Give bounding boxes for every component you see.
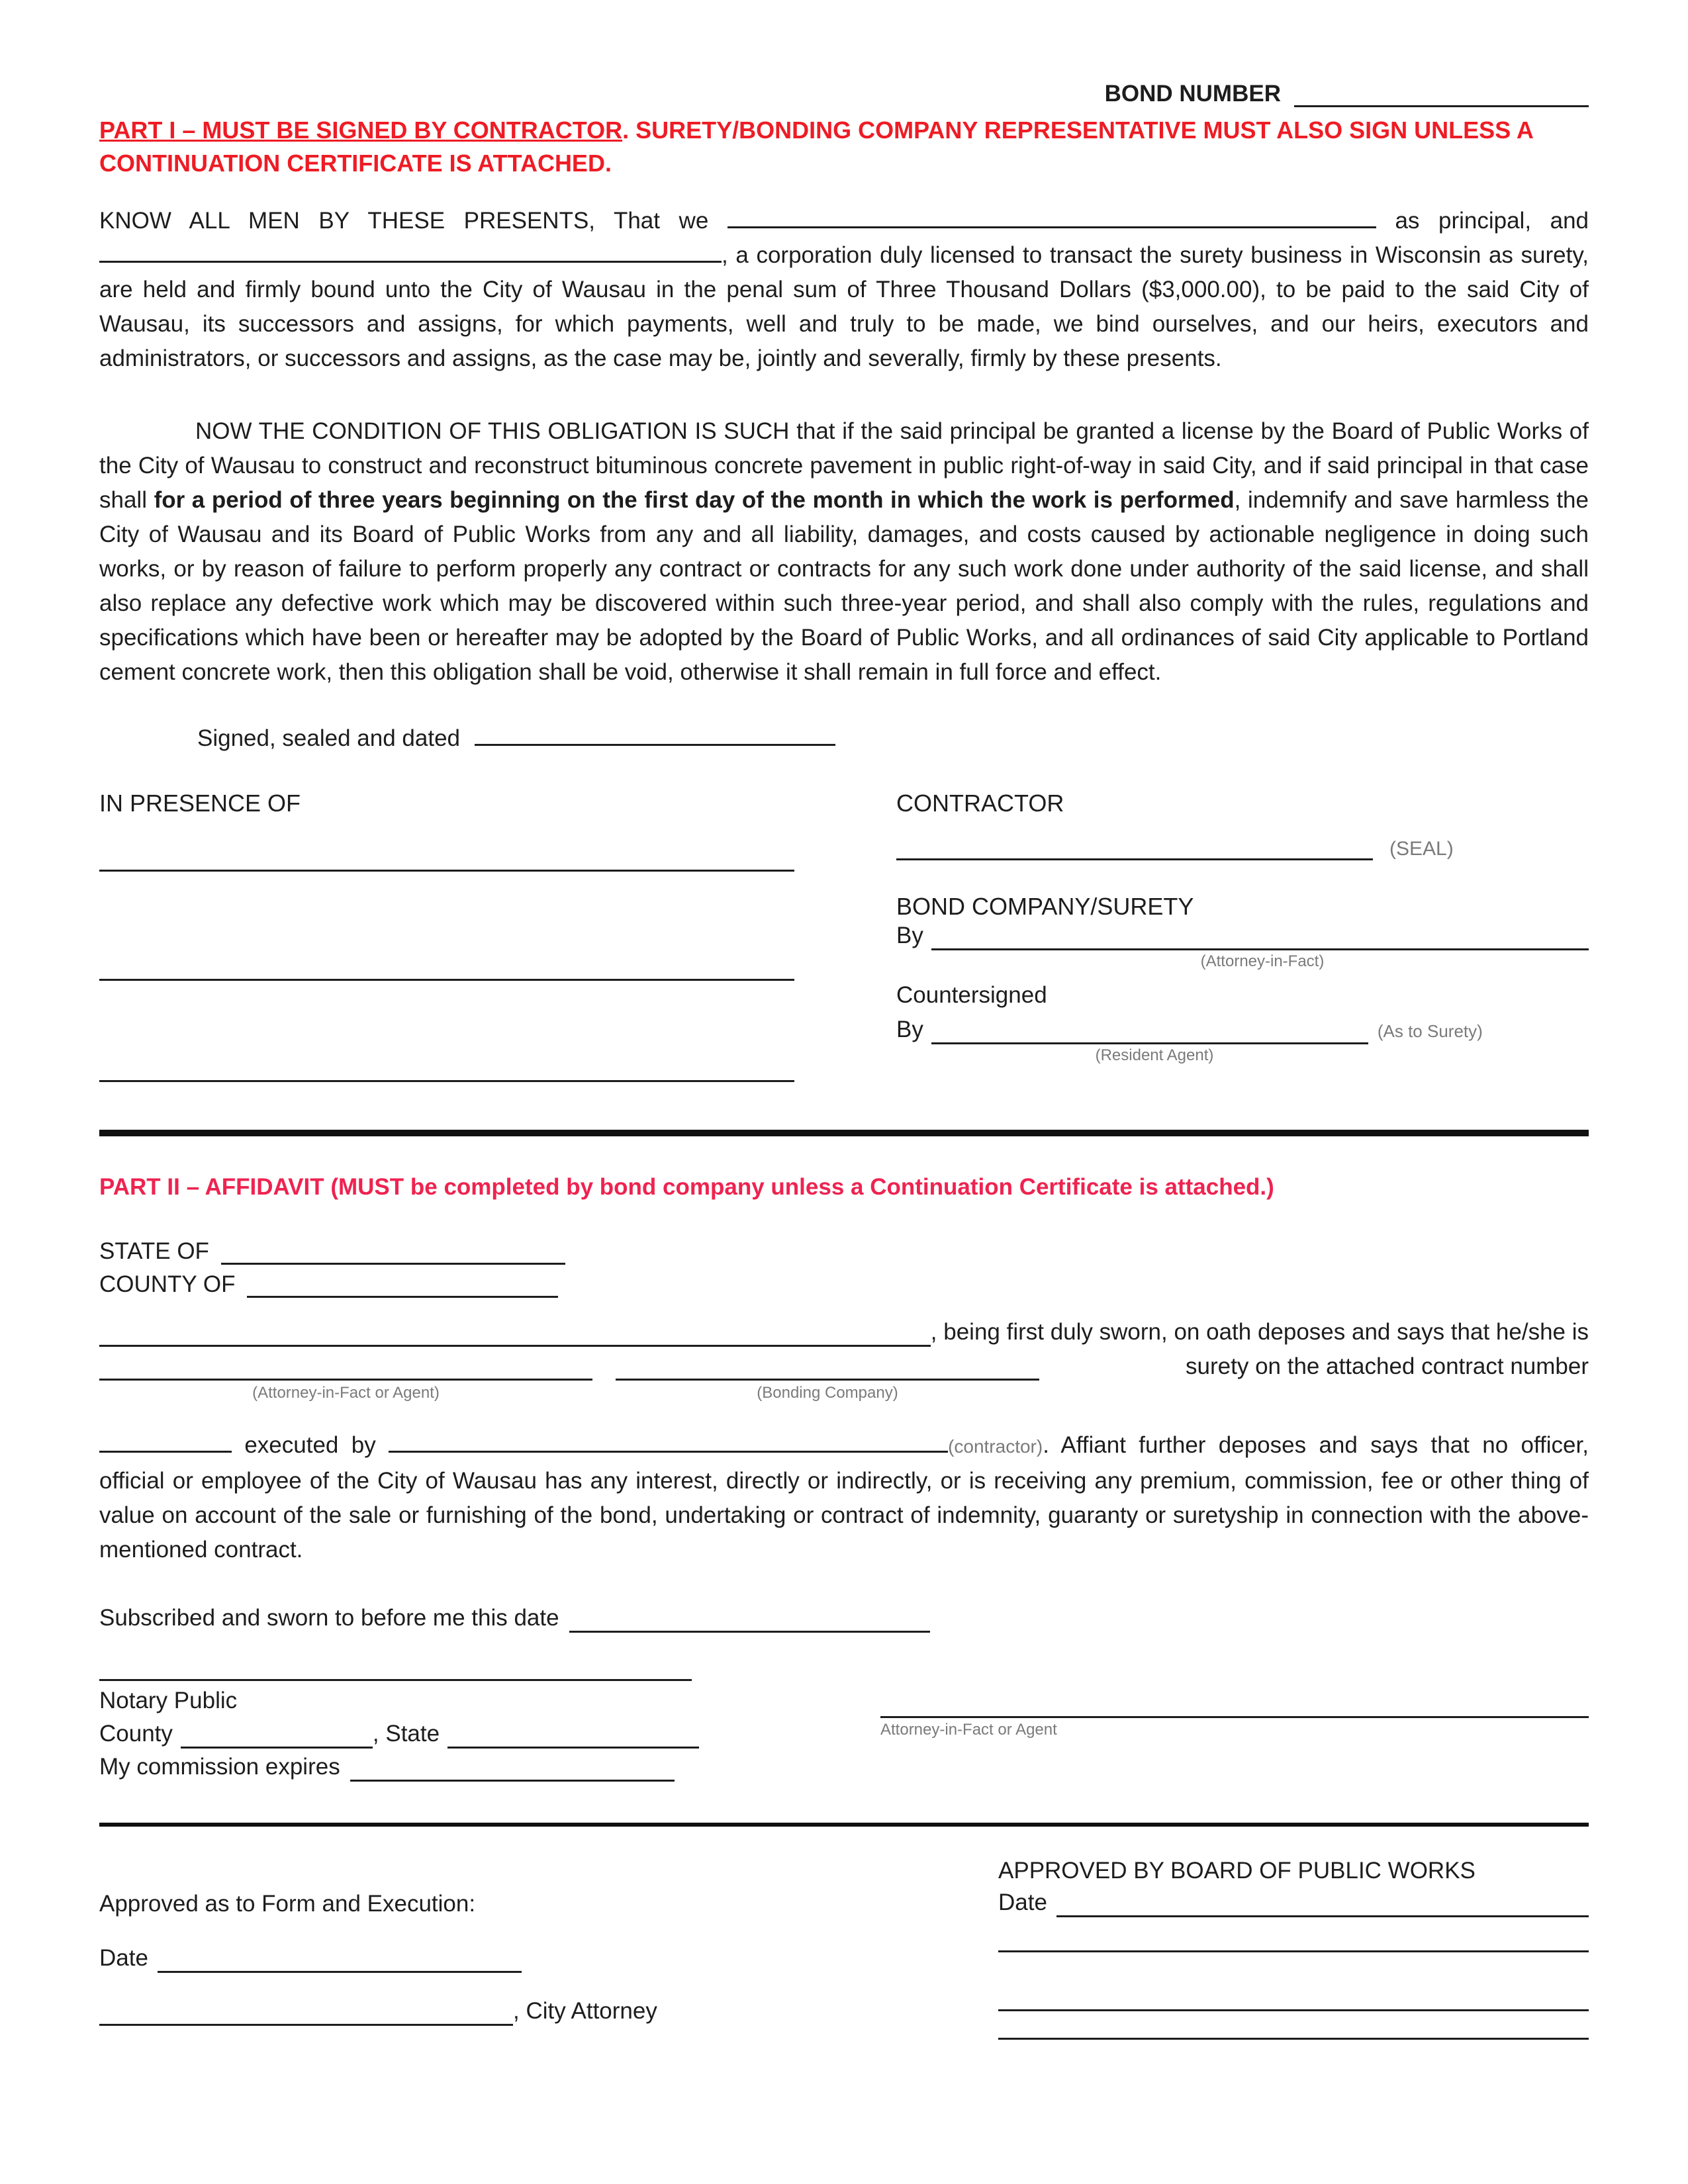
- attorney-in-fact-label: (Attorney-in-Fact): [1200, 952, 1325, 970]
- executed-by-text: executed by: [244, 1432, 376, 1458]
- signed-dated-label: Signed, sealed and dated: [197, 725, 460, 751]
- sworn-text: , being first duly sworn, on oath deposes and says that he/she is: [930, 1319, 1589, 1345]
- state-of-label: STATE OF: [99, 1238, 209, 1264]
- state-row: [99, 1238, 1589, 1265]
- attorney-agent-column: [880, 1679, 1589, 1739]
- state-field[interactable]: [221, 1238, 565, 1265]
- attorney-or-agent-block: [99, 1352, 592, 1403]
- condition-paragraph: [99, 414, 1589, 690]
- part2-heading: PART II – AFFIDAVIT (MUST be completed by bond company unless a Continuation Certificate is attached.): [99, 1174, 1274, 1200]
- commission-label: My commission expires: [99, 1754, 340, 1780]
- notary-county-label: County: [99, 1721, 173, 1747]
- know-all-text-3: , a corporation duly licensed to transact the surety business in Wisconsin as surety, are held and firmly bound unto the City of Wausau in the penal sum of Three Thousand Dollars ($3,000.00), to be paid to the said City of Wausau, its successors and assigns, for which payments, well and truly to be made, we bind ourselves, and our heirs, executors and administrators, or successors and assigns, as the case may be, jointly and severally, firmly by these presents.: [99, 242, 1589, 371]
- condition-text-2: , indemnify and save harmless the City of Wausau and its Board of Public Works from any and all liability, damages, and costs caused by actionable negligence in doing such works, or by reason of failure to perform properly any contract or contracts for any such work done under authority of the said license, and shall also replace any defective work which may be discovered within such three-year period, and shall also comply with the rules, regulations and specifications which have been or hereafter may be adopted by the Board of Public Works, and all ordinances of said City applicable to Portland cement concrete work, then this obligation shall be void, otherwise it shall remain in full force and effect.: [99, 487, 1589, 685]
- attorney-in-fact-row: [896, 921, 1589, 950]
- subscribed-text: Subscribed and sworn to before me this date: [99, 1605, 559, 1631]
- affiant-capacity-row: [99, 1352, 1589, 1403]
- notary-signature-line[interactable]: [99, 1679, 692, 1681]
- approved-form-label: Approved as to Form and Execution:: [99, 1891, 476, 1917]
- part1-heading-rest: . SURETY/BONDING COMPANY REPRESENTATIVE MUST ALSO SIGN UNLESS A CONTINUATION CERTIFICATE IS ATTACHED.: [99, 116, 1533, 177]
- contractor-name-field[interactable]: [389, 1430, 948, 1453]
- surety-name-field[interactable]: [99, 240, 722, 263]
- attorney-or-agent-field[interactable]: [99, 1379, 592, 1381]
- commission-row: [99, 1752, 794, 1782]
- part1-heading: [99, 114, 1589, 180]
- bond-company-label: BOND COMPANY/SURETY: [896, 893, 1194, 920]
- city-attorney-row: [99, 1997, 892, 2026]
- resident-agent-row: [896, 1015, 1589, 1044]
- notary-state-field[interactable]: [447, 1722, 699, 1749]
- signed-dated-row: [99, 721, 1589, 756]
- by-label-2: By: [896, 1017, 923, 1042]
- know-all-paragraph: [99, 204, 1589, 376]
- bond-number-field[interactable]: [1294, 85, 1589, 107]
- notary-column: [99, 1679, 794, 1782]
- know-all-text-2: as principal, and: [1395, 208, 1589, 234]
- city-attorney-signature-field[interactable]: [99, 1999, 513, 2026]
- form-approval-date-field[interactable]: [158, 1946, 522, 1973]
- contractor-signature-line[interactable]: [896, 858, 1373, 860]
- witness-signature-line-3[interactable]: [99, 1080, 794, 1082]
- sworn-row: [99, 1318, 1589, 1347]
- city-attorney-column: [99, 1827, 892, 2026]
- resident-agent-signature-line[interactable]: [931, 1042, 1368, 1044]
- affiant-name-field[interactable]: [99, 1320, 931, 1347]
- board-date-label: Date: [998, 1889, 1047, 1915]
- attorney-or-agent-label: (Attorney-in-Fact or Agent): [252, 1384, 440, 1402]
- witness-signature-line-1[interactable]: [99, 870, 794, 872]
- bonding-company-field[interactable]: [616, 1379, 1039, 1381]
- sworn-date-field[interactable]: [569, 1606, 930, 1633]
- principal-name-field[interactable]: [727, 206, 1376, 228]
- know-all-text-1: KNOW ALL MEN BY THESE PRESENTS, That we: [99, 208, 709, 234]
- approved-board-label: APPROVED BY BOARD OF PUBLIC WORKS: [998, 1858, 1476, 1884]
- bonding-company-label: (Bonding Company): [757, 1384, 898, 1402]
- board-signature-line-3[interactable]: [998, 2038, 1589, 2040]
- board-signature-line-2[interactable]: [998, 2009, 1589, 2011]
- resident-agent-label: (Resident Agent): [1095, 1046, 1214, 1064]
- attorney-in-fact-signature-line[interactable]: [931, 948, 1589, 950]
- form-date-label: Date: [99, 1945, 148, 1971]
- board-signature-line-1[interactable]: [998, 1950, 1589, 1952]
- countersigned-label: Countersigned: [896, 982, 1047, 1008]
- by-label: By: [896, 923, 923, 948]
- form-date-row: [99, 1944, 892, 1973]
- attorney-agent-label: Attorney-in-Fact or Agent: [880, 1721, 1057, 1739]
- as-to-surety-label: (As to Surety): [1377, 1021, 1483, 1041]
- county-row: [99, 1271, 1589, 1298]
- in-presence-of-label: IN PRESENCE OF: [99, 790, 301, 817]
- notary-public-label: Notary Public: [99, 1688, 238, 1713]
- notary-state-label: , State: [372, 1721, 440, 1747]
- part1-heading-underlined: PART I – MUST BE SIGNED BY CONTRACTOR: [99, 116, 623, 144]
- notary-county-state-row: [99, 1719, 794, 1749]
- county-of-label: COUNTY OF: [99, 1271, 236, 1297]
- bond-number-label: BOND NUMBER: [1104, 81, 1281, 107]
- bond-number-row: [99, 78, 1589, 107]
- subscribed-row: [99, 1604, 1589, 1633]
- board-date-row: [998, 1888, 1589, 1917]
- seal-label: (SEAL): [1389, 838, 1454, 860]
- notary-county-field[interactable]: [181, 1722, 373, 1749]
- attorney-agent-signature-line[interactable]: [880, 1716, 1589, 1718]
- contract-number-field[interactable]: [99, 1430, 232, 1453]
- condition-bold-text: for a period of three years beginning on the first day of the month in which the work is performed: [154, 487, 1235, 513]
- affiant-paragraph: [99, 1428, 1589, 1567]
- witness-signature-line-2[interactable]: [99, 979, 794, 981]
- section-divider: [99, 1130, 1589, 1136]
- contractor-note-label: (contractor): [948, 1436, 1043, 1457]
- bonding-company-block: [616, 1352, 1039, 1403]
- board-approval-date-field[interactable]: [1056, 1891, 1589, 1917]
- county-field[interactable]: [247, 1271, 558, 1298]
- condition-text-1: NOW THE CONDITION OF THIS OBLIGATION IS SUCH that if the said principal be granted a license by the Board of Public Works of the City of Wausau to construct and reconstruct bituminous concrete pavement in public right-of-way in said City, and if said principal in that case shall: [99, 418, 1589, 513]
- city-attorney-label: , City Attorney: [513, 1998, 657, 2024]
- contractor-signature-row: [896, 838, 1589, 860]
- contractor-label: CONTRACTOR: [896, 790, 1064, 817]
- contractor-surety-column: [896, 789, 1589, 1082]
- signature-section: [99, 789, 1589, 1082]
- witness-column: [99, 789, 794, 1082]
- board-approval-column: [998, 1827, 1589, 2040]
- commission-expiry-field[interactable]: [350, 1755, 675, 1782]
- affiant-text: . Affiant further deposes and says that no officer, official or employee of the City of Wausau has any interest, directly or indirectly, or is receiving any premium, commission, fee or other thing of value on account of the sale or furnishing of the bond, undertaking or contract of indemnity, guaranty or suretyship in connection with the above-mentioned contract.: [99, 1432, 1589, 1563]
- approval-section: [99, 1827, 1589, 2040]
- surety-suffix-text: surety on the attached contract number: [1186, 1353, 1589, 1379]
- date-signed-field[interactable]: [475, 723, 835, 746]
- notary-section: [99, 1679, 1589, 1782]
